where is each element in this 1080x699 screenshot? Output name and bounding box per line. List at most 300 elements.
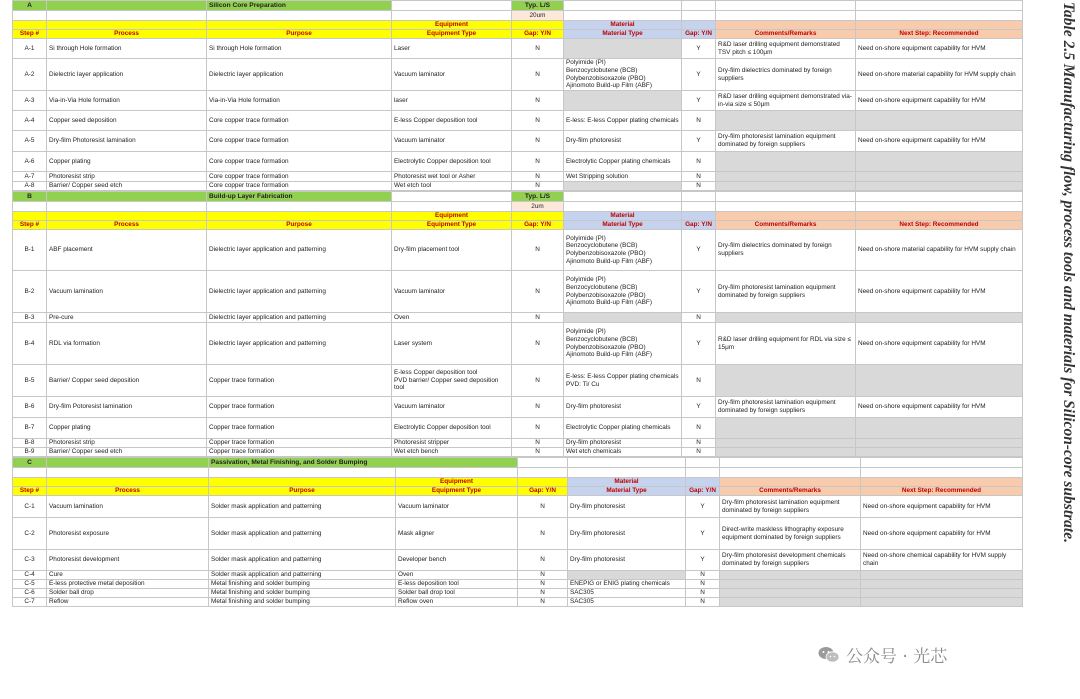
- equipment-type-cell: Mask aligner: [396, 518, 518, 550]
- section-c-body: [13, 496, 1023, 607]
- purpose-cell: Solder mask application and patterning: [209, 550, 396, 571]
- equipment-gap-cell: N: [512, 448, 564, 457]
- section-id: A: [13, 1, 47, 11]
- process-cell: RDL via formation: [47, 323, 207, 365]
- material-type-cell: E-less: E-less Copper plating chemicals PVD: Ti/ Cu: [564, 365, 682, 397]
- material-gap-cell: N: [682, 448, 716, 457]
- next-step-cell: [861, 589, 1023, 598]
- comments-cell: Dry-film photoresist lamination equipment dominated by foreign suppliers: [720, 496, 861, 518]
- table-row: [13, 365, 1023, 397]
- next-step-cell: Need on-shore equipment capability for HVM: [856, 271, 1023, 313]
- typ-label: Typ. L/S: [512, 192, 564, 202]
- step-number: B-5: [13, 365, 47, 397]
- step-header: Step #: [13, 30, 47, 39]
- next-step-cell: [856, 439, 1023, 448]
- section-a-table: [12, 0, 1023, 191]
- material-type-cell: Polyimide (PI) Benzocyclobutene (BCB) Polybenzobisoxazole (PBO) Ajinomoto Build-up Film (ABF): [564, 271, 682, 313]
- material-group-header: Material: [564, 212, 682, 221]
- table-row: [13, 418, 1023, 439]
- equipment-gap-cell: N: [512, 59, 564, 91]
- table-row: [13, 39, 1023, 59]
- material-gap-cell: Y: [682, 39, 716, 59]
- step-number: C-4: [13, 571, 47, 580]
- material-type-cell: Dry-film photoresist: [568, 518, 686, 550]
- equipment-gap-cell: N: [512, 39, 564, 59]
- next-step-cell: [861, 571, 1023, 580]
- table-caption: [1043, 0, 1079, 699]
- process-cell: Barrier/ Copper seed etch: [47, 182, 207, 191]
- next-step-cell: [856, 172, 1023, 182]
- material-type-header: Material Type: [564, 30, 682, 39]
- comments-cell: [716, 448, 856, 457]
- next-step-cell: [856, 418, 1023, 439]
- table-row: [13, 518, 1023, 550]
- purpose-cell: Dielectric layer application and patterning: [207, 271, 392, 313]
- material-group-header: Material: [564, 21, 682, 30]
- material-type-cell: SAC305: [568, 589, 686, 598]
- typ-value-row: [13, 11, 1023, 21]
- process-cell: Vacuum lamination: [47, 496, 209, 518]
- material-gap-cell: N: [682, 182, 716, 191]
- purpose-cell: Copper trace formation: [207, 365, 392, 397]
- step-number: C-3: [13, 550, 47, 571]
- material-gap-cell: N: [686, 571, 720, 580]
- table-row: [13, 271, 1023, 313]
- purpose-cell: Solder mask application and patterning: [209, 571, 396, 580]
- table-row: [13, 589, 1023, 598]
- equipment-group-header: Equipment: [396, 478, 518, 487]
- step-number: C-1: [13, 496, 47, 518]
- step-number: B-7: [13, 418, 47, 439]
- equipment-gap-cell: N: [512, 152, 564, 172]
- equipment-type-cell: Vacuum laminator: [392, 59, 512, 91]
- purpose-cell: Core copper trace formation: [207, 182, 392, 191]
- gap-header: Gap: Y/N: [518, 487, 568, 496]
- comments-cell: Dry-film photoresist lamination equipment dominated by foreign suppliers: [716, 397, 856, 418]
- equipment-type-cell: Photoresist wet tool or Asher: [392, 172, 512, 182]
- process-cell: Solder ball drop: [47, 589, 209, 598]
- material-type-cell: [564, 39, 682, 59]
- next-step-cell: [856, 448, 1023, 457]
- material-type-cell: Dry-film photoresist: [568, 496, 686, 518]
- comments-cell: Dry-film dielectrics dominated by foreign suppliers: [716, 59, 856, 91]
- material-gap-cell: N: [682, 152, 716, 172]
- material-type-cell: Wet etch chemicals: [564, 448, 682, 457]
- process-cell: Dielectric layer application: [47, 59, 207, 91]
- equipment-type-cell: Developer bench: [396, 550, 518, 571]
- comments-cell: [716, 313, 856, 323]
- equipment-type-cell: Oven: [396, 571, 518, 580]
- equipment-gap-cell: N: [512, 323, 564, 365]
- next-step-cell: Need on-shore material capability for HVM supply chain: [856, 59, 1023, 91]
- next-step-header: Next Step: Recommended: [861, 487, 1023, 496]
- purpose-cell: Metal finishing and solder bumping: [209, 598, 396, 607]
- material-type-header: Material Type: [568, 487, 686, 496]
- section-a-body: [13, 39, 1023, 191]
- comments-cell: [716, 365, 856, 397]
- step-number: A-5: [13, 131, 47, 152]
- equipment-type-cell: Vacuum laminator: [396, 496, 518, 518]
- table-row: [13, 397, 1023, 418]
- column-header-row: [13, 221, 1023, 230]
- material-type-cell: E-less: E-less Copper plating chemicals: [564, 111, 682, 131]
- process-cell: Vacuum lamination: [47, 271, 207, 313]
- watermark-text: 公众号 · 光芯: [846, 647, 948, 667]
- material-type-cell: [568, 571, 686, 580]
- column-header-row: [13, 487, 1023, 496]
- equipment-gap-cell: N: [518, 571, 568, 580]
- table-row: [13, 313, 1023, 323]
- table-row: [13, 580, 1023, 589]
- next-step-cell: Need on-shore material capability for HVM supply chain: [856, 230, 1023, 271]
- material-type-cell: Polyimide (PI) Benzocyclobutene (BCB) Polybenzobisoxazole (PBO) Ajinomoto Build-up Film (ABF): [564, 323, 682, 365]
- table-row: [13, 598, 1023, 607]
- equipment-gap-cell: N: [512, 397, 564, 418]
- comments-cell: R&D laser drilling equipment for RDL via size ≤ 15μm: [716, 323, 856, 365]
- equipment-gap-cell: N: [512, 230, 564, 271]
- process-cell: Si through Hole formation: [47, 39, 207, 59]
- comments-cell: [720, 598, 861, 607]
- equipment-gap-cell: N: [512, 131, 564, 152]
- material-gap-cell: N: [682, 111, 716, 131]
- comments-cell: [720, 580, 861, 589]
- equipment-type-cell: Electrolytic Copper deposition tool: [392, 418, 512, 439]
- equipment-type-cell: E-less deposition tool: [396, 580, 518, 589]
- purpose-cell: Copper trace formation: [207, 448, 392, 457]
- process-cell: Photoresist strip: [47, 172, 207, 182]
- gap-header: Gap: Y/N: [682, 221, 716, 230]
- process-cell: Photoresist development: [47, 550, 209, 571]
- material-type-cell: Electrolytic Copper plating chemicals: [564, 418, 682, 439]
- comments-cell: [716, 182, 856, 191]
- equipment-gap-cell: N: [512, 91, 564, 111]
- wechat-icon: [818, 646, 840, 664]
- next-step-cell: [856, 313, 1023, 323]
- step-number: B-8: [13, 439, 47, 448]
- equipment-type-cell: laser: [392, 91, 512, 111]
- table-row: [13, 571, 1023, 580]
- equipment-gap-cell: N: [518, 496, 568, 518]
- gap-header: Gap: Y/N: [682, 30, 716, 39]
- gap-header: Gap: Y/N: [686, 487, 720, 496]
- step-header: Step #: [13, 221, 47, 230]
- equipment-type-cell: Photoresist stripper: [392, 439, 512, 448]
- purpose-cell: Dielectric layer application and patterning: [207, 323, 392, 365]
- material-type-header: Material Type: [564, 221, 682, 230]
- process-cell: ABF placement: [47, 230, 207, 271]
- purpose-cell: Solder mask application and patterning: [209, 518, 396, 550]
- section-title: Build-up Layer Fabrication: [207, 192, 392, 202]
- comments-cell: [716, 111, 856, 131]
- equipment-group-header: Equipment: [392, 21, 512, 30]
- comments-header: Comments/Remarks: [716, 30, 856, 39]
- process-cell: Photoresist strip: [47, 439, 207, 448]
- material-gap-cell: Y: [682, 131, 716, 152]
- next-step-cell: [861, 580, 1023, 589]
- purpose-cell: Dielectric layer application and patterning: [207, 313, 392, 323]
- gap-header: Gap: Y/N: [512, 30, 564, 39]
- purpose-cell: Metal finishing and solder bumping: [209, 589, 396, 598]
- equipment-gap-cell: N: [512, 439, 564, 448]
- typ-value: 2um: [512, 202, 564, 212]
- material-type-cell: Dry-film photoresist: [564, 439, 682, 448]
- material-type-cell: Polyimide (PI) Benzocyclobutene (BCB) Polybenzobisoxazole (PBO) Ajinomoto Build-up Film (ABF): [564, 230, 682, 271]
- next-step-cell: [856, 365, 1023, 397]
- purpose-cell: Copper trace formation: [207, 439, 392, 448]
- process-cell: Copper plating: [47, 418, 207, 439]
- comments-cell: [716, 418, 856, 439]
- equipment-type-header: Equipment Type: [396, 487, 518, 496]
- table-row: [13, 230, 1023, 271]
- material-gap-cell: N: [686, 580, 720, 589]
- next-step-cell: Need on-shore equipment capability for HVM: [856, 323, 1023, 365]
- table-row: [13, 182, 1023, 191]
- next-step-cell: [856, 182, 1023, 191]
- equipment-gap-cell: N: [518, 580, 568, 589]
- equipment-gap-cell: N: [512, 418, 564, 439]
- material-type-cell: SAC305: [568, 598, 686, 607]
- material-gap-cell: N: [682, 313, 716, 323]
- table-row: [13, 323, 1023, 365]
- comments-cell: Dry-film photoresist lamination equipment dominated by foreign suppliers: [716, 131, 856, 152]
- gap-header: Gap: Y/N: [512, 221, 564, 230]
- section-title: Silicon Core Preparation: [207, 1, 392, 11]
- comments-header: Comments/Remarks: [716, 221, 856, 230]
- equipment-type-cell: Electrolytic Copper deposition tool: [392, 152, 512, 172]
- comments-cell: R&D laser drilling equipment demonstrated via-in-via size ≤ 50μm: [716, 91, 856, 111]
- step-number: A-8: [13, 182, 47, 191]
- material-gap-cell: Y: [682, 397, 716, 418]
- next-step-cell: Need on-shore equipment capability for HVM: [856, 397, 1023, 418]
- comments-cell: R&D laser drilling equipment demonstrated TSV pitch ≤ 100μm: [716, 39, 856, 59]
- section-id: C: [13, 458, 47, 468]
- process-cell: Reflow: [47, 598, 209, 607]
- material-type-cell: [564, 182, 682, 191]
- purpose-cell: Core copper trace formation: [207, 111, 392, 131]
- comments-cell: [716, 152, 856, 172]
- material-type-cell: Polyimide (PI) Benzocyclobutene (BCB) Polybenzobisoxazole (PBO) Ajinomoto Build-up Film (ABF): [564, 59, 682, 91]
- material-type-cell: Dry-film photoresist: [564, 131, 682, 152]
- spacer-row: [13, 468, 1023, 478]
- caption-text: Table 2.5 Manufacturing flow, process tools and materials for Silicon-core substrate.: [1060, 2, 1077, 543]
- step-number: C-2: [13, 518, 47, 550]
- comments-cell: [720, 589, 861, 598]
- process-header: Process: [47, 221, 207, 230]
- next-step-cell: [856, 111, 1023, 131]
- purpose-cell: Copper trace formation: [207, 418, 392, 439]
- material-type-cell: Wet Stripping solution: [564, 172, 682, 182]
- step-number: C-7: [13, 598, 47, 607]
- step-header: Step #: [13, 487, 47, 496]
- purpose-cell: Copper trace formation: [207, 397, 392, 418]
- purpose-header: Purpose: [209, 487, 396, 496]
- typ-label: Typ. L/S: [512, 1, 564, 11]
- material-gap-cell: Y: [682, 91, 716, 111]
- process-cell: E-less protective metal deposition: [47, 580, 209, 589]
- column-header-row: [13, 30, 1023, 39]
- equipment-type-header: Equipment Type: [392, 30, 512, 39]
- purpose-cell: Metal finishing and solder bumping: [209, 580, 396, 589]
- purpose-cell: Core copper trace formation: [207, 152, 392, 172]
- table-row: [13, 59, 1023, 91]
- step-number: B-9: [13, 448, 47, 457]
- material-gap-cell: Y: [682, 230, 716, 271]
- material-gap-cell: Y: [682, 323, 716, 365]
- section-c-table: [12, 457, 1023, 607]
- purpose-cell: Via-in-Via Hole formation: [207, 91, 392, 111]
- material-gap-cell: Y: [682, 271, 716, 313]
- next-step-cell: Need on-shore equipment capability for HVM: [861, 518, 1023, 550]
- step-number: A-1: [13, 39, 47, 59]
- section-b-table: [12, 191, 1023, 457]
- process-cell: Barrier/ Copper seed deposition: [47, 365, 207, 397]
- material-gap-cell: N: [682, 172, 716, 182]
- table-row: [13, 91, 1023, 111]
- table-row: [13, 131, 1023, 152]
- purpose-cell: Si through Hole formation: [207, 39, 392, 59]
- material-type-cell: [564, 313, 682, 323]
- process-cell: Via-in-Via Hole formation: [47, 91, 207, 111]
- material-gap-cell: N: [682, 418, 716, 439]
- group-header-row: [13, 478, 1023, 487]
- step-number: A-6: [13, 152, 47, 172]
- equipment-type-cell: Wet etch bench: [392, 448, 512, 457]
- process-cell: Pre-cure: [47, 313, 207, 323]
- equipment-gap-cell: N: [512, 271, 564, 313]
- material-gap-cell: Y: [686, 550, 720, 571]
- process-cell: Dry-film Potoresist lamination: [47, 397, 207, 418]
- next-step-header: Next Step: Recommended: [856, 30, 1023, 39]
- table-row: [13, 448, 1023, 457]
- equipment-type-cell: Dry-film placement tool: [392, 230, 512, 271]
- step-number: B-1: [13, 230, 47, 271]
- process-cell: Copper seed deposition: [47, 111, 207, 131]
- step-number: B-6: [13, 397, 47, 418]
- comments-cell: [720, 571, 861, 580]
- typ-value: 20um: [512, 11, 564, 21]
- step-number: A-3: [13, 91, 47, 111]
- process-cell: Cure: [47, 571, 209, 580]
- table-row: [13, 496, 1023, 518]
- equipment-type-cell: Oven: [392, 313, 512, 323]
- equipment-gap-cell: N: [512, 172, 564, 182]
- material-gap-cell: N: [686, 598, 720, 607]
- equipment-gap-cell: N: [512, 182, 564, 191]
- purpose-cell: Core copper trace formation: [207, 172, 392, 182]
- step-number: B-4: [13, 323, 47, 365]
- process-cell: Dry-film Photoresist lamination: [47, 131, 207, 152]
- next-step-cell: Need on-shore equipment capability for HVM: [856, 39, 1023, 59]
- equipment-gap-cell: N: [512, 365, 564, 397]
- next-step-cell: Need on-shore chemical capability for HVM supply chain: [861, 550, 1023, 571]
- material-group-header: Material: [568, 478, 686, 487]
- equipment-type-cell: E-less Copper deposition tool: [392, 111, 512, 131]
- next-step-header: Next Step: Recommended: [856, 221, 1023, 230]
- section-id: B: [13, 192, 47, 202]
- process-cell: Copper plating: [47, 152, 207, 172]
- equipment-type-cell: Reflow oven: [396, 598, 518, 607]
- equipment-type-cell: Solder ball drop tool: [396, 589, 518, 598]
- group-header-row: [13, 212, 1023, 221]
- process-header: Process: [47, 487, 209, 496]
- equipment-gap-cell: N: [518, 598, 568, 607]
- comments-cell: Dry-film photoresist development chemicals dominated by foreign suppliers: [720, 550, 861, 571]
- material-gap-cell: N: [686, 589, 720, 598]
- material-type-cell: Dry-film photoresist: [568, 550, 686, 571]
- material-type-cell: [564, 91, 682, 111]
- equipment-type-cell: Wet etch tool: [392, 182, 512, 191]
- step-number: A-2: [13, 59, 47, 91]
- table-row: [13, 152, 1023, 172]
- purpose-cell: Dielectric layer application and patterning: [207, 230, 392, 271]
- step-number: A-4: [13, 111, 47, 131]
- next-step-cell: Need on-shore equipment capability for HVM: [856, 91, 1023, 111]
- equipment-type-cell: Vacuum laminator: [392, 397, 512, 418]
- section-a-header: [13, 1, 1023, 11]
- material-type-cell: Dry-film photoresist: [564, 397, 682, 418]
- equipment-type-cell: Vacuum laminator: [392, 271, 512, 313]
- equipment-gap-cell: N: [518, 518, 568, 550]
- watermark: [818, 642, 947, 667]
- material-type-cell: Electrolytic Copper plating chemicals: [564, 152, 682, 172]
- equipment-gap-cell: N: [512, 313, 564, 323]
- step-number: C-6: [13, 589, 47, 598]
- equipment-type-header: Equipment Type: [392, 221, 512, 230]
- material-gap-cell: N: [682, 365, 716, 397]
- purpose-cell: Solder mask application and patterning: [209, 496, 396, 518]
- step-number: B-2: [13, 271, 47, 313]
- table-row: [13, 439, 1023, 448]
- table-row: [13, 111, 1023, 131]
- group-header-row: [13, 21, 1023, 30]
- equipment-gap-cell: N: [512, 111, 564, 131]
- comments-cell: Direct-write maskless lithography exposure equipment dominated by foreign suppliers: [720, 518, 861, 550]
- comments-cell: [716, 439, 856, 448]
- comments-header: Comments/Remarks: [720, 487, 861, 496]
- step-number: A-7: [13, 172, 47, 182]
- purpose-cell: Core copper trace formation: [207, 131, 392, 152]
- table-row: [13, 550, 1023, 571]
- table-row: [13, 172, 1023, 182]
- process-cell: Barrier/ Copper seed etch: [47, 448, 207, 457]
- material-gap-cell: Y: [682, 59, 716, 91]
- equipment-gap-cell: N: [518, 550, 568, 571]
- next-step-cell: [861, 598, 1023, 607]
- purpose-cell: Dielectric layer application: [207, 59, 392, 91]
- next-step-cell: [856, 152, 1023, 172]
- comments-cell: Dry-film photoresist lamination equipment dominated by foreign suppliers: [716, 271, 856, 313]
- material-gap-cell: Y: [686, 518, 720, 550]
- next-step-cell: Need on-shore equipment capability for HVM: [861, 496, 1023, 518]
- equipment-type-cell: Laser: [392, 39, 512, 59]
- comments-cell: [716, 172, 856, 182]
- material-gap-cell: Y: [686, 496, 720, 518]
- section-b-body: [13, 230, 1023, 457]
- equipment-type-cell: Laser system: [392, 323, 512, 365]
- section-c-header: [13, 458, 1023, 468]
- section-title: Passivation, Metal Finishing, and Solder Bumping: [209, 458, 518, 468]
- step-number: B-3: [13, 313, 47, 323]
- equipment-type-cell: Vacuum laminator: [392, 131, 512, 152]
- typ-value-row: [13, 202, 1023, 212]
- section-b-header: [13, 192, 1023, 202]
- purpose-header: Purpose: [207, 221, 392, 230]
- next-step-cell: Need on-shore equipment capability for HVM: [856, 131, 1023, 152]
- material-type-cell: ENEPIG or ENIG plating chemicals: [568, 580, 686, 589]
- purpose-header: Purpose: [207, 30, 392, 39]
- material-gap-cell: N: [682, 439, 716, 448]
- equipment-gap-cell: N: [518, 589, 568, 598]
